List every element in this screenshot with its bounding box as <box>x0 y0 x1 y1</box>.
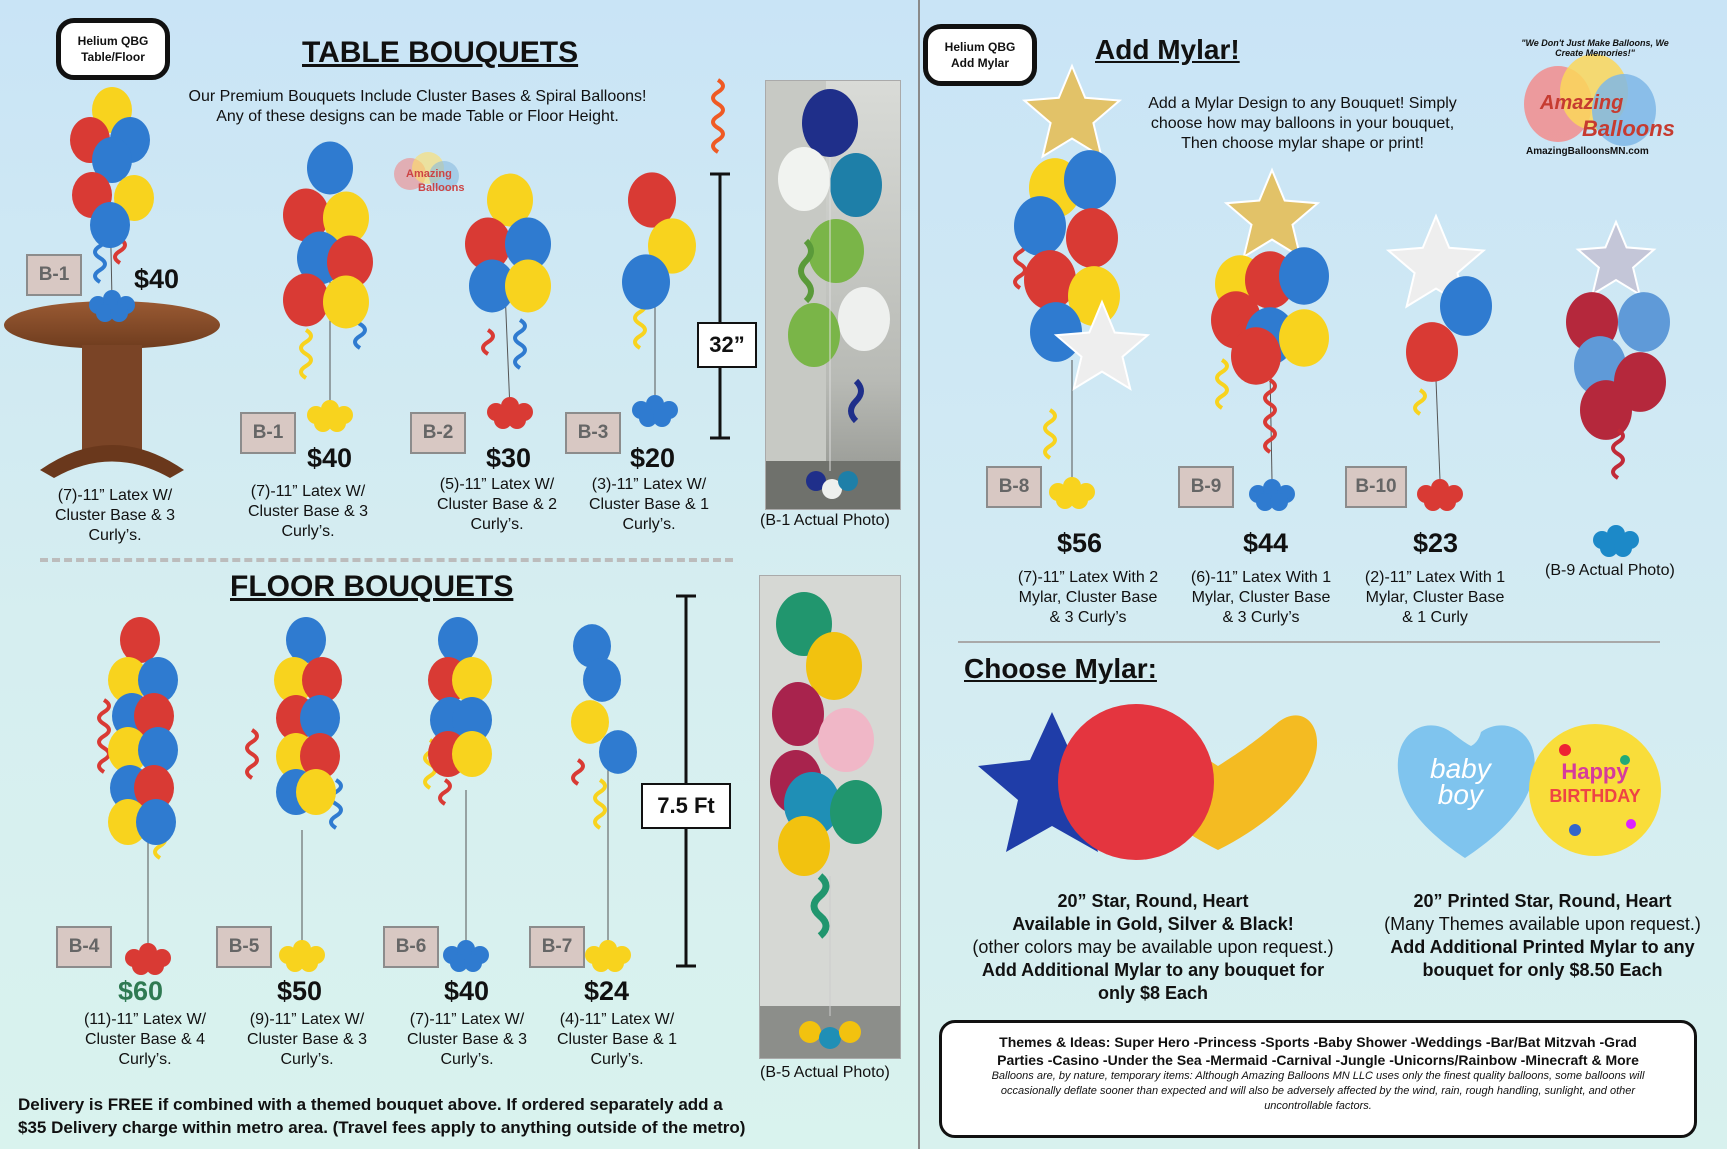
code-badge: B-1 <box>240 412 296 454</box>
desc-line: Cluster Base & 1 <box>588 496 710 513</box>
desc-line: & 1 Curly <box>1402 609 1468 626</box>
disclaimer-line: uncontrollable factors. <box>1264 1100 1372 1112</box>
intro-line: choose how may balloons in your bouquet, <box>1150 115 1455 132</box>
star-mylar-balloon <box>1024 66 1119 157</box>
desc-line: (9)-11” Latex W/ <box>249 1011 365 1028</box>
code-badge: B-10 <box>1345 466 1407 508</box>
latex-balloon <box>1406 322 1458 382</box>
table-height-label: 32” <box>697 322 757 368</box>
desc-line: Cluster Base & 1 <box>556 1031 678 1048</box>
desc-line: Curly’s. <box>88 527 142 544</box>
table-bouquets-title: TABLE BOUQUETS <box>302 36 579 69</box>
mylar-line: (Many Themes available upon request.) <box>1384 914 1701 934</box>
latex-balloon <box>1014 196 1066 256</box>
desc-line: (7)-11” Latex W/ <box>250 483 366 500</box>
code-badge: B-8 <box>986 466 1042 508</box>
disclaimer-line: Balloons are, by nature, temporary items: Although Amazing Balloons MN LLC uses only the finest quality balloons, some balloons will <box>991 1070 1645 1082</box>
birthday-print <box>1540 760 1650 808</box>
item-desc <box>993 568 1183 628</box>
code-badge: B-4 <box>56 926 112 968</box>
themes-line: Themes & Ideas: Super Hero -Princess -Sports -Baby Shower -Weddings -Bar/Bat Mitzvah -Grad <box>999 1034 1637 1050</box>
code-badge: B-2 <box>410 412 466 454</box>
desc-line: Cluster Base & 2 <box>436 496 558 513</box>
mylar-line: bouquet for only $8.50 Each <box>1422 960 1663 980</box>
desc-line: (6)-11” Latex With 1 <box>1190 569 1332 586</box>
desc-line: & 3 Curly’s <box>1049 609 1127 626</box>
price: $50 <box>277 976 323 1006</box>
item-desc <box>1340 568 1530 628</box>
latex-balloon <box>1279 247 1329 305</box>
logo-small-word2: Balloons <box>418 182 465 194</box>
desc-line: (5)-11” Latex W/ <box>439 476 555 493</box>
desc-line: Mylar, Cluster Base <box>1018 589 1158 606</box>
desc-line: Curly’s. <box>440 1051 494 1068</box>
mylar-line: Available in Gold, Silver & Black! <box>1012 914 1294 934</box>
plain-mylar-info <box>948 890 1358 1005</box>
price: $56 <box>1057 528 1103 558</box>
cluster-base <box>1070 491 1088 509</box>
desc-line: (7)-11” Latex W/ <box>57 487 173 504</box>
curly-ribbon <box>1265 380 1275 452</box>
latex-balloon <box>1279 309 1329 367</box>
themes-box <box>939 1020 1697 1138</box>
desc-line: Curly’s. <box>590 1051 644 1068</box>
desc-line: Curly’s. <box>470 516 524 533</box>
themes-line: Parties -Casino -Under the Sea -Mermaid -Carnival -Jungle -Unicorns/Rainbow -Minecraft & More <box>997 1052 1639 1068</box>
price: $40 <box>134 264 180 294</box>
price: $30 <box>486 443 532 473</box>
print-line: BIRTHDAY <box>1549 786 1641 806</box>
price: $24 <box>584 976 630 1006</box>
desc-line: Curly’s. <box>281 523 335 540</box>
desc-line: Curly’s. <box>118 1051 172 1068</box>
code-badge: B-9 <box>1178 466 1234 508</box>
print-line: boy <box>1437 779 1483 810</box>
baby-boy-print <box>1430 753 1491 810</box>
curly-ribbon <box>1415 390 1425 414</box>
price: $60 <box>118 976 164 1006</box>
intro-line: Any of these designs can be made Table or Floor Height. <box>216 108 619 125</box>
printed-mylar-info <box>1360 890 1725 982</box>
mylar-line: 20” Star, Round, Heart <box>1057 891 1249 911</box>
desc-line: Curly’s. <box>622 516 676 533</box>
intro-line: Our Premium Bouquets Include Cluster Bases & Spiral Balloons! <box>188 88 647 105</box>
mylar-line: Add Additional Mylar to any bouquet for <box>981 960 1325 980</box>
cluster-base <box>1614 539 1632 557</box>
desc-line: Cluster Base & 3 <box>406 1031 528 1048</box>
price: $44 <box>1243 528 1289 558</box>
item-desc <box>1166 568 1356 628</box>
desc-line: (2)-11” Latex With 1 <box>1364 569 1506 586</box>
add-mylar-title: Add Mylar! <box>1095 34 1240 65</box>
latex-balloon <box>1064 150 1116 210</box>
balloon-string <box>1270 370 1272 480</box>
tag-line: Table/Floor <box>81 50 145 64</box>
tag-line: Helium QBG <box>944 40 1016 54</box>
desc-line: (3)-11” Latex W/ <box>591 476 707 493</box>
delivery-line: Delivery is FREE if combined with a themed bouquet above. If ordered separately add a <box>18 1095 723 1114</box>
cluster-base <box>1270 493 1288 511</box>
price: $20 <box>630 443 676 473</box>
delivery-line: $35 Delivery charge within metro area. (Travel fees apply to anything outside of the metro) <box>18 1118 746 1137</box>
desc-line: Cluster Base & 3 <box>246 1031 368 1048</box>
print-line: baby <box>1430 753 1491 784</box>
code-badge: B-6 <box>383 926 439 968</box>
latex-balloon <box>1024 250 1076 310</box>
desc-line: Cluster Base & 4 <box>84 1031 206 1048</box>
desc-line: (11)-11” Latex W/ <box>83 1011 207 1028</box>
desc-line: Curly’s. <box>280 1051 334 1068</box>
mylar-line: (other colors may be available upon request.) <box>972 937 1334 957</box>
code-badge: B-7 <box>529 926 585 968</box>
desc-line: Mylar, Cluster Base <box>1191 589 1331 606</box>
desc-line: Cluster Base & 3 <box>54 507 176 524</box>
price: $40 <box>444 976 490 1006</box>
logo-word1: Amazing <box>1540 92 1624 114</box>
mylar-line: 20” Printed Star, Round, Heart <box>1413 891 1672 911</box>
disclaimer <box>942 1069 1694 1114</box>
latex-balloon <box>1580 380 1632 440</box>
b9-photo-caption: (B-9 Actual Photo) <box>1545 562 1675 579</box>
star-mylar-balloon <box>1226 170 1317 257</box>
intro-line: Add a Mylar Design to any Bouquet! Simply <box>1148 95 1457 112</box>
desc-line: Cluster Base & 3 <box>247 503 369 520</box>
cluster-base <box>1438 493 1456 511</box>
floor-height-label: 7.5 Ft <box>641 783 731 829</box>
floor-bouquets-title: FLOOR BOUQUETS <box>230 570 514 603</box>
latex-balloon <box>1030 302 1082 362</box>
intro-line: Then choose mylar shape or print! <box>1181 135 1424 152</box>
tag-line: Helium QBG <box>77 34 149 48</box>
desc-line: (7)-11” Latex With 2 <box>1017 569 1159 586</box>
price: $40 <box>307 443 353 473</box>
mylar-line: only $8 Each <box>1097 983 1209 1003</box>
disclaimer-line: occasionally deflate sooner than expected and will also be adversely affected by the wind, rain, rough handling, sunlight, and other <box>1000 1085 1636 1097</box>
logo-word2: Balloons <box>1582 116 1675 141</box>
code-badge: B-1 <box>26 254 82 296</box>
logo-tagline: "We Don't Just Make Balloons, We Create Memories!" <box>1521 38 1669 58</box>
price: $23 <box>1413 528 1459 558</box>
choose-mylar-title: Choose Mylar: <box>964 653 1157 684</box>
desc-line: & 3 Curly’s <box>1222 609 1300 626</box>
plain-mylar-shapes <box>970 700 1310 870</box>
latex-balloon <box>1231 327 1281 385</box>
desc-line: Mylar, Cluster Base <box>1365 589 1505 606</box>
mylar-line: Add Additional Printed Mylar to any <box>1390 937 1695 957</box>
star-mylar-balloon <box>1578 222 1654 294</box>
latex-balloon <box>1618 292 1670 352</box>
tag-line: Add Mylar <box>950 56 1009 70</box>
b1-photo-caption: (B-1 Actual Photo) <box>760 512 890 529</box>
code-badge: B-3 <box>565 412 621 454</box>
curly-ribbon <box>1217 360 1227 408</box>
desc-line: (7)-11” Latex W/ <box>409 1011 525 1028</box>
curly-ribbon <box>1045 410 1055 458</box>
latex-balloon <box>1440 276 1492 336</box>
logo-small-word1: Amazing <box>406 168 452 180</box>
desc-line: (4)-11” Latex W/ <box>559 1011 675 1028</box>
latex-balloon <box>1066 208 1118 268</box>
balloon-string <box>1436 380 1440 480</box>
print-line: Happy <box>1561 759 1629 784</box>
code-badge: B-5 <box>216 926 272 968</box>
b5-photo-caption: (B-5 Actual Photo) <box>760 1064 890 1081</box>
round-mylar <box>1058 704 1214 860</box>
logo-url: AmazingBalloonsMN.com <box>1526 146 1649 157</box>
section-separator <box>958 641 1660 643</box>
